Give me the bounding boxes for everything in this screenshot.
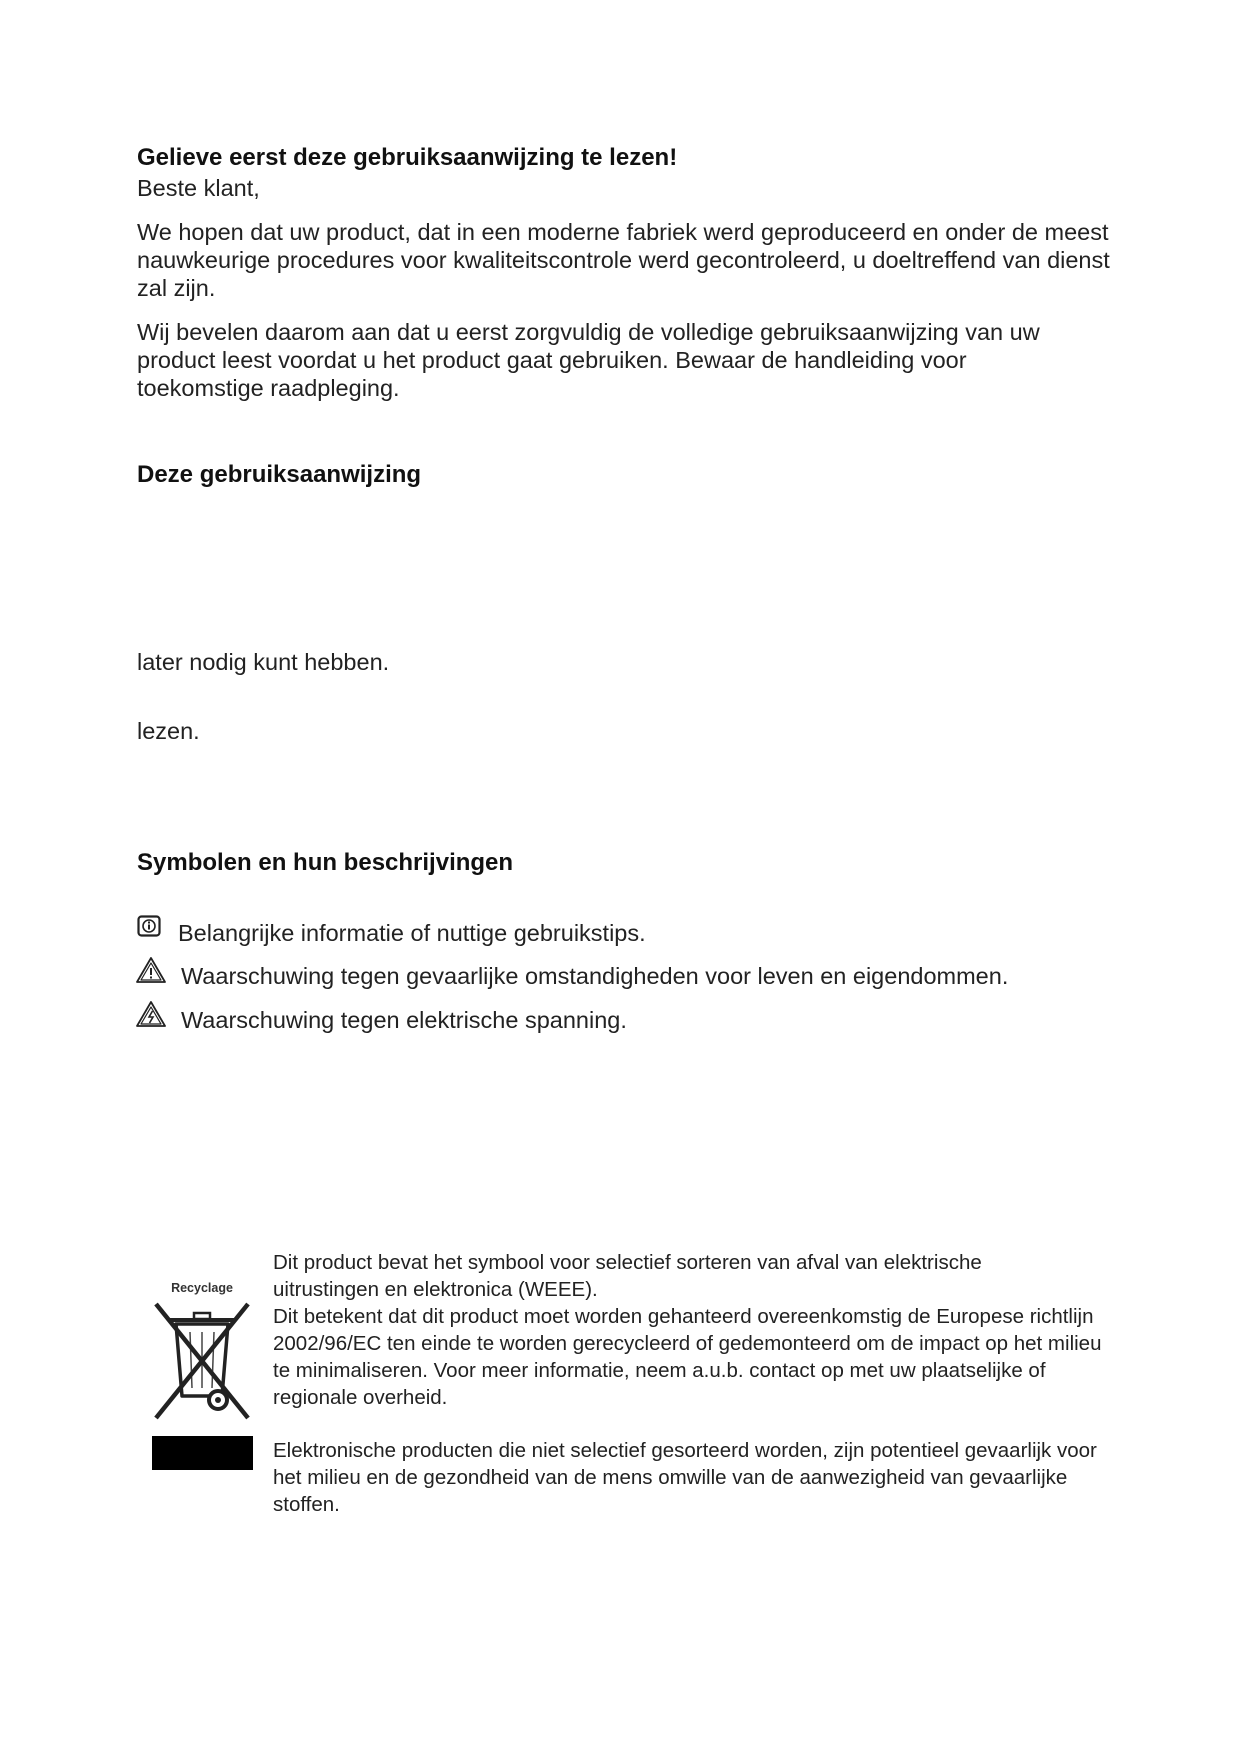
intro-paragraph-2: Wij bevelen daarom aan dat u eerst zorgvuldig de volledige gebruiksaanwijzing van uw product leest voordat u het product gaat gebruiken. Bewaar de handleiding voor toekomstige raadpleging. (137, 319, 1040, 401)
weee-paragraph-1: Dit product bevat het symbool voor selectief sorteren van afval van elektrische uitrustingen en elektronica (WEEE). (273, 1251, 982, 1301)
symbol-text-info: Belangrijke informatie of nuttige gebruikstips. (178, 920, 646, 946)
intro-paragraph-1: We hopen dat uw product, dat in een moderne fabriek werd geproduceerd en onder de meest nauwkeurige procedures voor kwaliteitscontrole werd gecontroleerd, u doeltreffend van dienst zal zijn. (137, 219, 1110, 301)
crossed-out-bin-icon (150, 1298, 254, 1424)
greeting: Beste klant, (137, 175, 260, 201)
symbols-heading: Symbolen en hun beschrijvingen (137, 849, 514, 876)
weee-black-bar (152, 1436, 253, 1470)
manual-heading: Deze gebruiksaanwijzing (137, 461, 422, 488)
manual-text-fragment-2: lezen. (137, 718, 200, 744)
warning-triangle-icon (135, 956, 167, 984)
electric-warning-icon (135, 1000, 167, 1028)
symbol-text-warning: Waarschuwing tegen gevaarlijke omstandigheden voor leven en eigendommen. (181, 963, 1009, 989)
weee-paragraph-3: Elektronische producten die niet selectief gesorteerd worden, zijn potentieel gevaarlijk voor het milieu en de gezondheid van de mens omwille van de aanwezigheid van gevaarlijke stoffen. (273, 1439, 1097, 1516)
weee-logo-label: Recyclage (171, 1281, 233, 1295)
symbol-text-electric: Waarschuwing tegen elektrische spanning. (181, 1007, 627, 1033)
info-icon (137, 915, 161, 937)
weee-paragraph-2: Dit betekent dat dit product moet worden gehanteerd overeenkomstig de Europese richtlijn 2002/96/EC ten einde te worden gerecycleerd of gedemonteerd om de impact op het milieu te minimaliseren. Voor meer informatie, neem a.u.b. contact op met uw plaatselijke of regionale overheid. (273, 1305, 1102, 1409)
manual-text-fragment-1: later nodig kunt hebben. (137, 649, 390, 675)
page-title: Gelieve eerst deze gebruiksaanwijzing te lezen! (137, 144, 678, 171)
